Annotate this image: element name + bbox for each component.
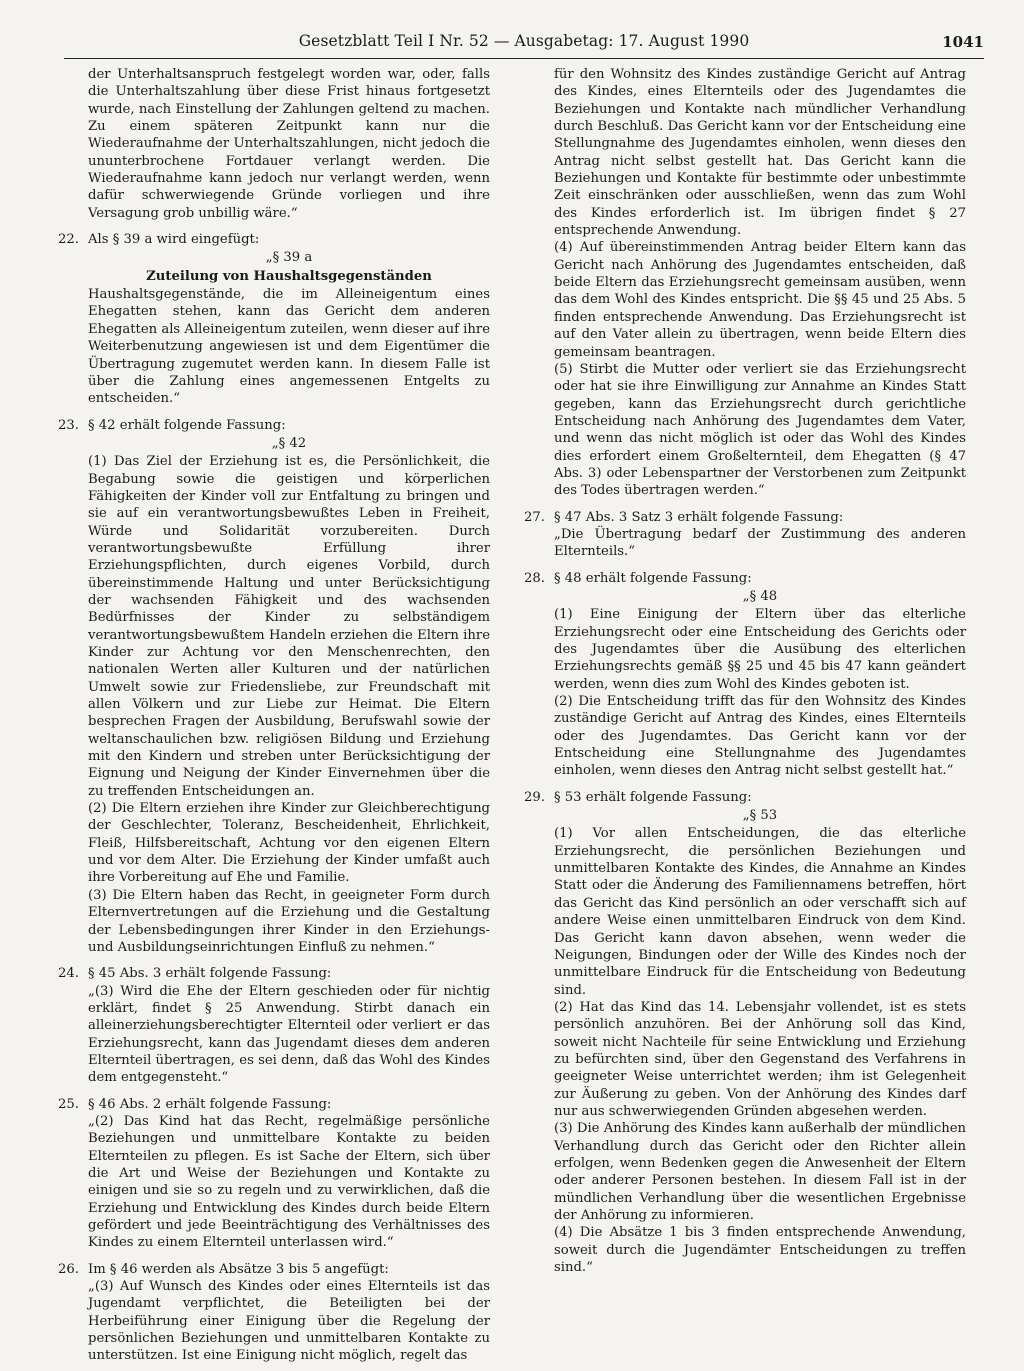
section-body: „(3) Wird die Ehe der Eltern geschieden oder für nichtig erklärt, findet § 25 Anwendung. Stirbt danach ein alleinerziehungsberechtigter Elternteil oder verliert er das Erziehungsrecht, kann das Jugendamt dieses dem anderen Elternteil übertragen, es sei denn, daß das Wohl des Kindes dem entgegensteht.“ xyxy=(88,983,490,1086)
item-instruction: Als § 39 a wird eingefügt: xyxy=(88,232,260,248)
page-number: 1041 xyxy=(942,33,984,51)
item-instruction: § 46 Abs. 2 erhält folgende Fassung: xyxy=(88,1096,332,1112)
section-body: „Die Übertragung bedarf der Zustimmung des anderen Elternteils.“ xyxy=(554,526,966,560)
section-title: Zuteilung von Haushaltsgegenständen xyxy=(146,268,432,284)
right-column xyxy=(524,66,966,1276)
section-heading: „§ 48 xyxy=(742,588,778,604)
item-26 xyxy=(58,1261,490,1365)
item-23 xyxy=(58,417,490,957)
item-27 xyxy=(524,509,966,561)
item-number: 26. xyxy=(58,1261,79,1277)
paragraph-2: (2) Hat das Kind das 14. Lebensjahr vollendet, ist es stets persönlich anzuhören. Bei der Anhörung soll das Kind, soweit nicht Nachteile für seine Entwicklung und Erziehung zu befürchten sind, über den Gegenstand des Verfahrens in geeigneter Weise unterrichtet werden; ihm ist Gelegenheit zur Äußerung zu geben. Von der Anhörung des Kindes darf nur aus schwerwiegenden Gründen abgesehen werden. xyxy=(554,999,966,1119)
section-body: „(3) Auf Wunsch des Kindes oder eines Elternteils ist das Jugendamt verpflichtet, die Beteiligten bei der Herbeiführung einer Einigung über die Regelung der persönlichen Beziehungen und unmittelbaren Kontakte zu unterstützen. Ist eine Einigung nicht möglich, regelt das xyxy=(88,1279,490,1364)
item-number: 23. xyxy=(58,417,79,433)
item-instruction: § 53 erhält folgende Fassung: xyxy=(554,789,752,805)
item-instruction: § 47 Abs. 3 Satz 3 erhält folgende Fassung: xyxy=(554,509,844,525)
paragraph-4: (4) Die Absätze 1 bis 3 finden entsprechende Anwendung, soweit durch die Jugendämter Entscheidungen zu treffen sind.“ xyxy=(554,1225,966,1276)
header-title: Gesetzblatt Teil I Nr. 52 — Ausgabetag: 17. August 1990 xyxy=(298,32,750,50)
continuation-paragraph: für den Wohnsitz des Kindes zuständige Gericht auf Antrag des Kindes, eines Elternteils oder des Jugendamtes die Beziehungen und Kontakte nach mündlicher Verhandlung durch Beschluß. Das Gericht kann vor der Entscheidung eine Stellungnahme des Jugendamtes einholen, wenn dieses den Antrag nicht selbst gestellt hat. Das Gericht kann die Beziehungen und Kontakte für bestimmte oder unbestimmte Zeit einschränken oder ausschließen, wenn das zum Wohl des Kindes erforderlich ist. Im übrigen findet § 27 entsprechende Anwendung. xyxy=(554,67,966,239)
item-number: 28. xyxy=(524,570,545,586)
paragraph-2: (2) Die Eltern erziehen ihre Kinder zur Gleichberechtigung der Geschlechter, Toleranz, Bescheidenheit, Ehrlichkeit, Fleiß, Hilfsbereitschaft, Achtung vor den eigenen Eltern und vor dem Alter. Die Erziehung der Kinder umfaßt auch ihre Vorbereitung auf Ehe und Familie. xyxy=(88,801,490,886)
paragraph-1: (1) Das Ziel der Erziehung ist es, die Persönlichkeit, die Begabung sowie die geistigen und körperlichen Fähigkeiten der Kinder voll zur Entfaltung zu bringen und sie auf ein verantwortungsbewußtes Leben in Freiheit, Würde und Solidarität vorzubereiten. Durch verantwortungsbewußte Erfüllung ihrer Erziehungspflichten, durch eigenes Vorbild, durch übereinstimmende Haltung und unter Berücksichtigung der wachsenden Fähigkeit und des wachsenden Bedürfnisses der Kinder zu selbständigem verantwortungsbewußtem Handeln erziehen die Eltern ihre Kinder zur Achtung vor den Menschenrechten, den nationalen Werten aller Kulturen und der natürlichen Umwelt sowie zur Friedensliebe, zur Freundschaft mit allen Völkern und zur Liebe zur Heimat. Die Eltern besprechen Fragen der Ausbildung, Berufswahl sowie der weltanschaulichen bzw. religiösen Bildung und Erziehung mit den Kindern und streben unter Berücksichtigung der Eignung und Neigung der Kinder Einvernehmen über die zu treffenden Entscheidungen an. xyxy=(88,454,490,799)
item-number: 24. xyxy=(58,966,79,982)
paragraph-4: (4) Auf übereinstimmenden Antrag beider Eltern kann das Gericht nach Anhörung des Jugendamtes entscheiden, daß beide Eltern das Erziehungsrecht gemeinsam ausüben, wenn das dem Wohl des Kindes entspricht. Die §§ 45 und 25 Abs. 5 finden entsprechende Anwendung. Das Erziehungsrecht ist auf den Vater allein zu übertragen, wenn beide Eltern dies gemeinsam beantragen. xyxy=(554,240,966,360)
section-body: „(2) Das Kind hat das Recht, regelmäßige persönliche Beziehungen und unmittelbare Kontakte zu beiden Elternteilen zu pflegen. Es ist Sache der Eltern, sich über die Art und Weise der Beziehungen und Kontakte zu einigen und sie so zu regeln und zu verwirklichen, daß die Erziehung und Entwicklung des Kindes durch beide Eltern gefördert und jede Beeinträchtigung des Verhältnisses des Kindes zu einem Elternteil unterlassen wird.“ xyxy=(88,1113,490,1251)
item-instruction: § 48 erhält folgende Fassung: xyxy=(554,570,752,586)
item-26-continuation xyxy=(524,66,966,500)
item-28 xyxy=(524,570,966,780)
item-number: 29. xyxy=(524,789,545,805)
item-number: 27. xyxy=(524,509,545,525)
item-25 xyxy=(58,1096,490,1252)
paragraph-5: (5) Stirbt die Mutter oder verliert sie das Erziehungsrecht oder hat sie ihre Einwilligung zur Annahme an Kindes Statt gegeben, kann das Erziehungsrecht durch gerichtliche Entscheidung nach Anhörung des Jugendamtes dem Vater, und wenn das nicht möglich ist oder das Wohl des Kindes dies erfordert einem Großelternteil, dem Ehegatten (§ 47 Abs. 3) oder Lebenspartner der Verstorbenen zum Zeitpunkt des Todes übertragen werden.“ xyxy=(554,361,966,499)
section-heading: „§ 42 xyxy=(271,435,307,451)
item-22 xyxy=(58,231,490,407)
left-column xyxy=(58,66,490,1365)
intro-paragraph: der Unterhaltsanspruch festgelegt worden war, oder, falls die Unterhaltszahlung über diese Frist hinaus fortgesetzt wurde, nach Einstellung der Zahlungen geltend zu machen. Zu einem späteren Zeitpunkt kann nur die Wiederaufnahme der Unterhaltszahlungen, nicht jedoch die ununterbrochene Fortdauer verlangt werden. Die Wiederaufnahme kann jedoch nur verlangt werden, wenn dafür schwerwiegende Gründe vorliegen und ihre Versagung grob unbillig wäre.“ xyxy=(88,67,490,221)
item-instruction: Im § 46 werden als Absätze 3 bis 5 angefügt: xyxy=(88,1261,389,1277)
paragraph-3: (3) Die Eltern haben das Recht, in geeigneter Form durch Elternvertretungen auf die Erziehung und die Gestaltung der Lebensbedingungen ihrer Kinder in den Erziehungs- und Ausbildungseinrichtungen Einfluß zu nehmen.“ xyxy=(88,887,490,955)
paragraph-1: (1) Vor allen Entscheidungen, die das elterliche Erziehungsrecht, die persönlichen Beziehungen und unmittelbaren Kontakte des Kindes, die Annahme an Kindes Statt oder die Änderung des Familiennamens betreffen, hört das Gericht das Kind persönlich an oder verschafft sich auf andere Weise einen unmittelbaren Eindruck von dem Kind. Das Gericht kann davon absehen, wenn weder die Neigungen, Bindungen oder der Wille des Kindes noch der unmittelbare Eindruck für die Entscheidung von Bedeutung sind. xyxy=(554,826,966,998)
item-29 xyxy=(524,789,966,1277)
section-body: Haushaltsgegenstände, die im Alleineigentum eines Ehegatten stehen, kann das Gericht dem anderen Ehegatten als Alleineigentum zuteilen, wenn dieser auf ihre Weiterbenutzung angewiesen ist und dem Eigentümer die Übertragung zugemutet werden kann. In diesem Falle ist über die Zahlung eines angemessenen Entgelts zu entscheiden.“ xyxy=(88,287,490,407)
section-heading: „§ 39 a xyxy=(265,250,313,266)
paragraph-3: (3) Die Anhörung des Kindes kann außerhalb der mündlichen Verhandlung durch das Gericht oder den Richter allein erfolgen, wenn Bedenken gegen die Anwesenheit der Eltern oder anderer Personen bestehen. In diesem Fall ist in der mündlichen Verhandlung über die wesentlichen Ergebnisse der Anhörung zu informieren. xyxy=(554,1121,966,1223)
section-heading: „§ 53 xyxy=(742,808,778,824)
item-instruction: § 45 Abs. 3 erhält folgende Fassung: xyxy=(88,966,332,982)
page-header xyxy=(64,28,984,59)
item-number: 25. xyxy=(58,1096,79,1112)
item-instruction: § 42 erhält folgende Fassung: xyxy=(88,417,286,433)
paragraph-2: (2) Die Entscheidung trifft das für den Wohnsitz des Kindes zuständige Gericht auf Antrag des Kindes, eines Elternteils oder des Jugendamtes. Das Gericht kann vor der Entscheidung eine Stellungnahme des Jugendamtes einholen, wenn dieses den Antrag nicht selbst gestellt hat.“ xyxy=(554,694,966,779)
paragraph-1: (1) Eine Einigung der Eltern über das elterliche Erziehungsrecht oder eine Entscheidung des Gerichts oder des Jugendamtes über die Ausübung des elterlichen Erziehungsrechts gemäß §§ 25 und 45 bis 47 kann geändert werden, wenn dies zum Wohl des Kindes geboten ist. xyxy=(554,607,966,692)
item-24 xyxy=(58,965,490,1086)
item-number: 22. xyxy=(58,232,79,248)
